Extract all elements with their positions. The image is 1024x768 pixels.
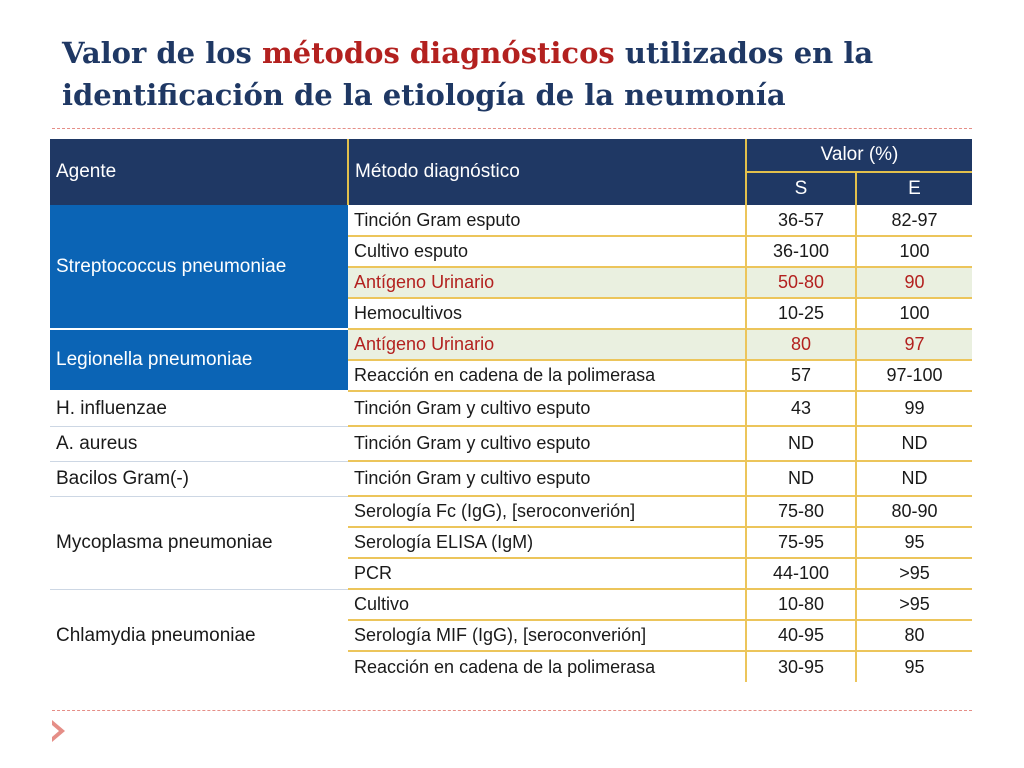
e-value-cell: 100 (856, 236, 972, 267)
s-value-cell: 57 (746, 360, 856, 391)
diagnostic-methods-table (50, 139, 972, 682)
e-value-cell: 95 (856, 527, 972, 558)
method-cell: PCR (348, 558, 746, 589)
agent-cell: Mycoplasma pneumoniae (50, 496, 348, 589)
e-value-cell: 90 (856, 267, 972, 298)
top-dashed-divider (52, 128, 972, 129)
title-accent: métodos diagnósticos (261, 36, 615, 70)
agent-cell: Chlamydia pneumoniae (50, 589, 348, 682)
slide-arrow-icon-inner (52, 725, 59, 737)
e-value-cell: 95 (856, 651, 972, 682)
method-cell: Tinción Gram y cultivo esputo (348, 461, 746, 496)
header-value: Valor (%) (746, 139, 972, 172)
s-value-cell: 50-80 (746, 267, 856, 298)
table-row (50, 205, 972, 236)
s-value-cell: 36-57 (746, 205, 856, 236)
s-value-cell: 40-95 (746, 620, 856, 651)
e-value-cell: ND (856, 426, 972, 461)
method-cell: Serología Fc (IgG), [seroconverión] (348, 496, 746, 527)
agent-cell: H. influenzae (56, 397, 167, 419)
header-e: E (856, 172, 972, 205)
method-cell: Tinción Gram esputo (348, 205, 746, 236)
table-row (50, 589, 972, 620)
method-cell: Cultivo (348, 589, 746, 620)
method-cell: Serología MIF (IgG), [seroconverión] (348, 620, 746, 651)
s-value-cell: 36-100 (746, 236, 856, 267)
method-cell: Antígeno Urinario (348, 267, 746, 298)
method-cell: Tinción Gram y cultivo esputo (348, 426, 746, 461)
header-method: Método diagnóstico (348, 139, 746, 205)
method-cell: Reacción en cadena de la polimerasa (354, 656, 656, 677)
method-cell: Cultivo esputo (348, 236, 746, 267)
s-value-cell: 30-95 (746, 651, 856, 682)
s-value-cell: 10-25 (746, 298, 856, 329)
s-value-cell: 75-80 (746, 496, 856, 527)
bottom-dashed-divider (52, 710, 972, 711)
e-value-cell: 100 (856, 298, 972, 329)
e-value-cell: 80 (856, 620, 972, 651)
agent-cell: A. aureus (50, 426, 348, 461)
s-value-cell: 75-95 (746, 527, 856, 558)
table-row (50, 496, 972, 527)
agent-cell: Bacilos Gram(-) (50, 461, 348, 496)
e-value-cell: 99 (856, 391, 972, 426)
table-row-highlighted (50, 329, 972, 360)
method-cell: Reacción en cadena de la polimerasa (348, 360, 746, 391)
s-value-cell: 80 (746, 329, 856, 360)
method-cell: Antígeno Urinario (348, 329, 746, 360)
header-row (50, 139, 972, 172)
method-cell: Serología ELISA (IgM) (348, 527, 746, 558)
header-agent: Agente (50, 139, 348, 205)
table-row (50, 461, 972, 496)
method-cell: Hemocultivos (348, 298, 746, 329)
e-value-cell: 80-90 (856, 496, 972, 527)
table-row (50, 426, 972, 461)
e-value-cell: 97-100 (856, 360, 972, 391)
header-s: S (746, 172, 856, 205)
e-value-cell: >95 (856, 589, 972, 620)
slide-title (62, 32, 1002, 116)
title-part-1: Valor de los (62, 36, 262, 70)
e-value-cell: 82-97 (856, 205, 972, 236)
e-value-cell: 97 (856, 329, 972, 360)
e-value-cell: >95 (856, 558, 972, 589)
s-value-cell: ND (746, 426, 856, 461)
s-value-cell: ND (746, 461, 856, 496)
title-part-2: utilizados en la identificación de la etiología de la neumonía (62, 36, 874, 112)
s-value-cell: 43 (746, 391, 856, 426)
table-row (50, 391, 972, 426)
s-value-cell: 44-100 (746, 558, 856, 589)
agent-cell: Legionella pneumoniae (50, 329, 348, 391)
agent-cell: Streptococcus pneumoniae (50, 205, 348, 329)
e-value-cell: ND (856, 461, 972, 496)
s-value-cell: 10-80 (746, 589, 856, 620)
method-cell: Tinción Gram y cultivo esputo (348, 391, 746, 426)
